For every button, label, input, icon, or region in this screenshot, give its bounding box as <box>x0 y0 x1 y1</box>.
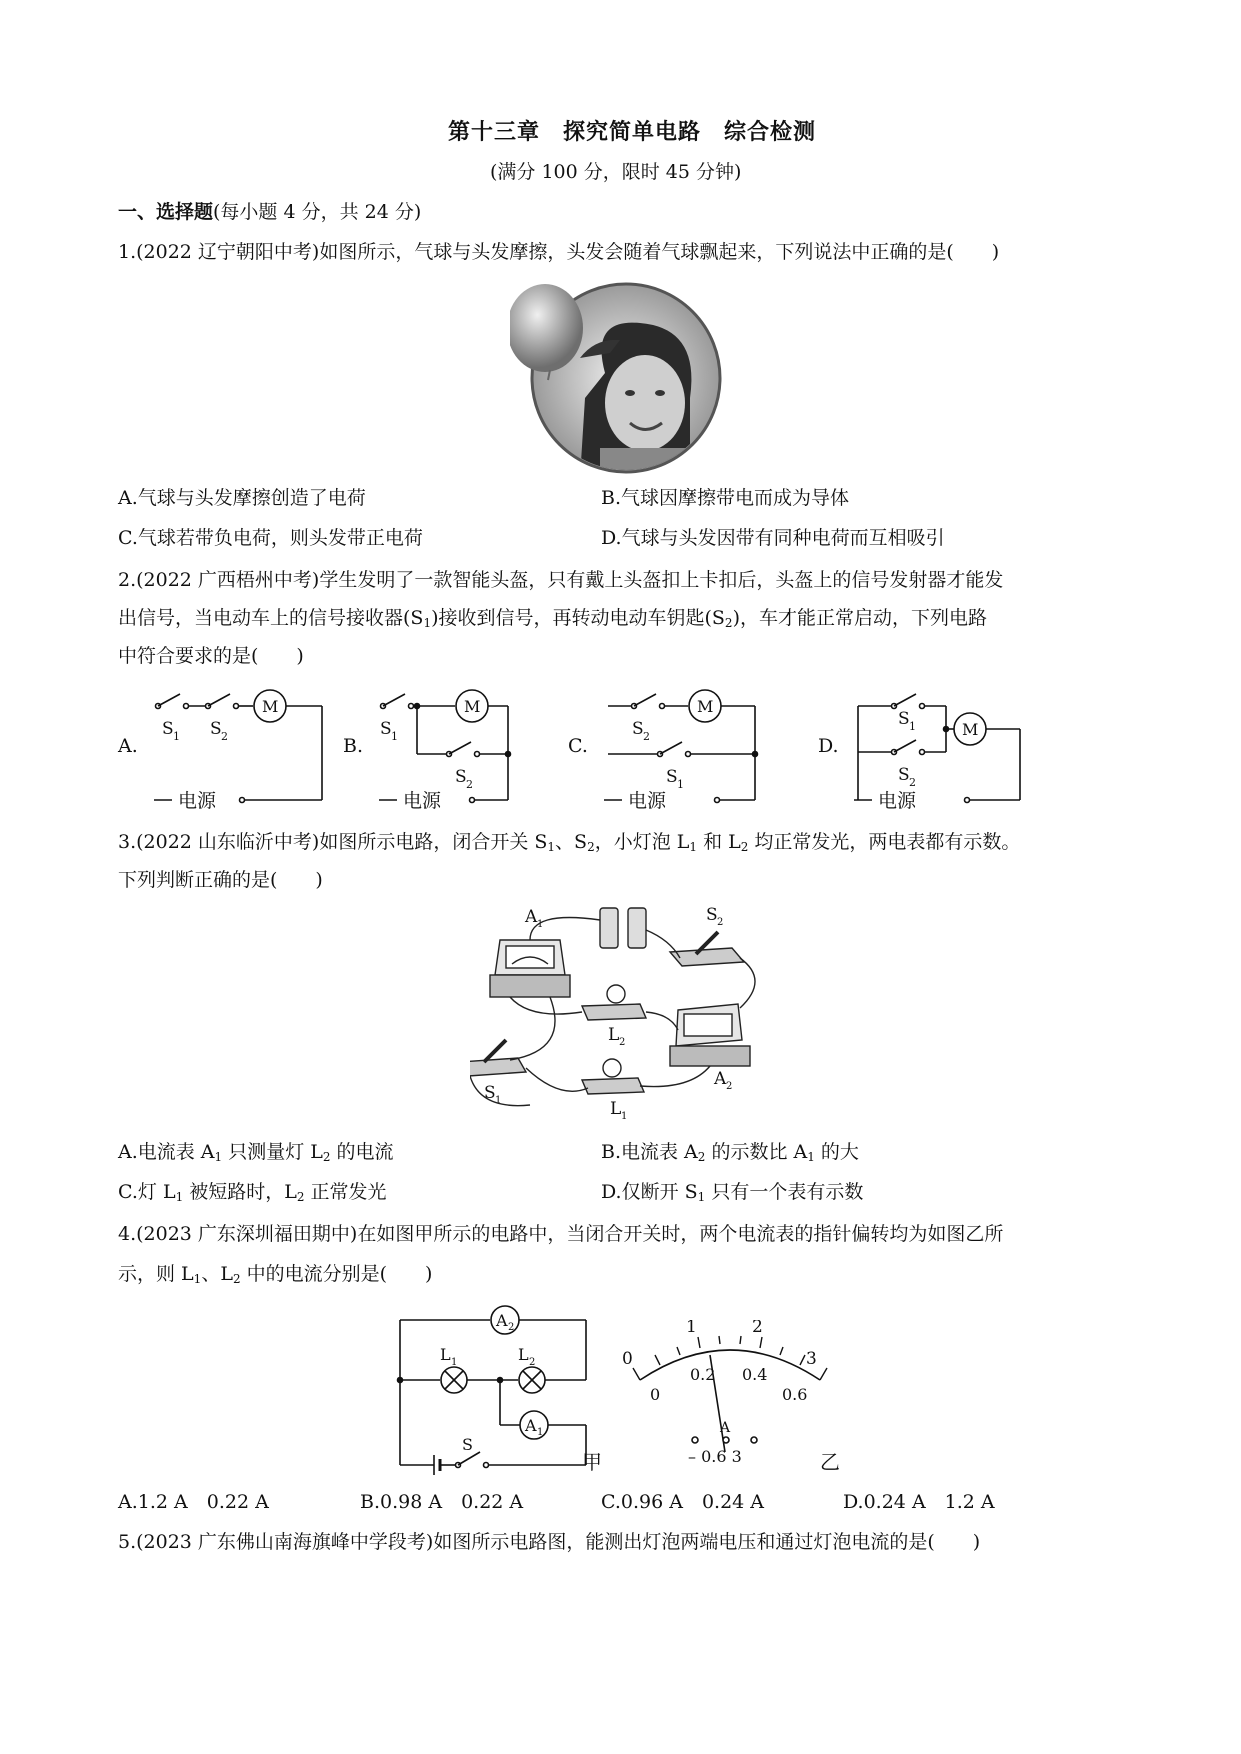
q3-opt-text: 被短路时，L <box>183 1181 297 1203</box>
q4-a2-sub: 2 <box>508 1322 515 1333</box>
a1-label: A <box>525 907 538 927</box>
q2-circuit-options <box>110 680 1110 810</box>
q3-sub: 1 <box>807 1150 815 1164</box>
scale-top-0: 0 <box>622 1349 633 1369</box>
q1-option-d: D.气球与头发因带有同种电荷而互相吸引 <box>601 527 945 549</box>
question-2-stem-line1: 2.(2022 广西梧州中考)学生发明了一款智能头盔，只有戴上头盔扣上卡扣后，头盔上的信号发射器才能发 <box>118 569 1004 591</box>
motor-label: M <box>697 697 714 716</box>
section-heading <box>118 200 421 224</box>
scale-top-3: 3 <box>806 1349 817 1369</box>
scale-bottom-1: 0.2 <box>690 1365 716 1384</box>
q4-text-a: 示，则 L <box>118 1263 194 1285</box>
l1-label: L <box>610 1099 622 1119</box>
question-5-stem: 5.(2023 广东佛山南海旗峰中学段考)如图所示电路图，能测出灯泡两端电压和通过灯泡电流的是( ) <box>118 1531 981 1553</box>
q3-option-c <box>118 1180 387 1204</box>
q4-option-b: B.0.98 A 0.22 A <box>360 1491 524 1513</box>
q4-circuit-jia <box>390 1300 630 1475</box>
l1-sub: 1 <box>621 1111 628 1122</box>
switch-s2-label: S <box>455 767 467 787</box>
switch-s1-sub: 1 <box>677 778 684 791</box>
q3-sub: 1 <box>697 1190 706 1204</box>
balloon-hair-photo <box>510 278 730 478</box>
q1-option-b: B.气球因摩擦带电而成为导体 <box>601 487 850 509</box>
q3-opt-text: 的示数比 A <box>705 1141 808 1163</box>
q4-option-c: C.0.96 A 0.24 A <box>601 1491 765 1513</box>
question-4-stem-line1: 4.(2023 广东深圳福田期中)在如图甲所示的电路中，当闭合开关时，两个电流表的指针偏转均为如图乙所 <box>118 1223 1004 1245</box>
switch-s1-sub: 1 <box>909 720 916 733</box>
s2-sub: 2 <box>717 917 724 928</box>
power-label: 电源 <box>403 790 442 810</box>
scale-top-2: 2 <box>752 1320 763 1337</box>
circuit-a-diagram <box>117 690 322 810</box>
q4-option-a: A.1.2 A 0.22 A <box>118 1491 269 1513</box>
q3-sub: 1 <box>175 1190 184 1204</box>
section-note: (每小题 4 分，共 24 分) <box>213 201 422 223</box>
scale-bottom-3: 0.6 <box>782 1385 808 1404</box>
scale-bottom-0: 0 <box>650 1385 661 1404</box>
switch-s2-label: S <box>210 719 222 739</box>
motor-label: M <box>464 697 481 716</box>
q4-a2-label: A <box>496 1311 508 1330</box>
q4-switch-label: S <box>462 1435 473 1454</box>
q3-opt-text: 的大 <box>814 1141 859 1163</box>
q3-opt-text: D.仅断开 S <box>601 1181 698 1203</box>
q4-a1-sub: 1 <box>537 1427 544 1438</box>
q3-sub: 2 <box>322 1150 331 1164</box>
q3-text-b: 、S <box>555 831 588 853</box>
q3-sub: 2 <box>296 1190 305 1204</box>
circuit-a-label: A. <box>118 735 138 757</box>
q3-sub: 1 <box>689 840 698 854</box>
switch-s2-label: S <box>632 719 644 739</box>
a1-sub: 1 <box>537 919 544 930</box>
q4-text-b: 、L <box>201 1263 233 1285</box>
q4-option-d: D.0.24 A 1.2 A <box>843 1491 995 1513</box>
circuit-d-label: D. <box>818 735 839 757</box>
a2-label: A <box>714 1069 727 1089</box>
s1-label: S <box>484 1083 496 1103</box>
q3-opt-text: 的电流 <box>330 1141 394 1163</box>
q3-opt-text: 只测量灯 L <box>222 1141 323 1163</box>
q4-sub: 2 <box>232 1272 241 1286</box>
q3-option-b <box>601 1140 859 1164</box>
q3-opt-text: C.灯 L <box>118 1181 176 1203</box>
q4-a1-label: A <box>525 1416 537 1435</box>
ammeter-a2 <box>670 1004 750 1092</box>
circuit-c-label: C. <box>568 735 588 757</box>
page-title: 第十三章 探究简单电路 综合检测 <box>448 119 817 145</box>
q1-option-c: C.气球若带负电荷，则头发带正电荷 <box>118 527 423 549</box>
switch-s2 <box>670 905 744 966</box>
power-label: 电源 <box>628 790 667 810</box>
q4-ammeter-yi <box>620 1320 840 1470</box>
q4-l1-label: L <box>440 1345 451 1364</box>
section-title: 一、选择题 <box>118 201 214 223</box>
switch-s1-label: S <box>898 709 910 729</box>
switch-s1-label: S <box>162 719 174 739</box>
switch-s1-label: S <box>666 767 678 787</box>
circuit-d-diagram <box>818 694 1020 810</box>
switch-s1-sub: 1 <box>173 730 180 743</box>
battery-pack <box>600 908 646 948</box>
q3-opt-text: 正常发光 <box>304 1181 387 1203</box>
page-subtitle: (满分 100 分，限时 45 分钟) <box>490 161 742 183</box>
switch-s1 <box>470 1040 526 1106</box>
scale-top-1: 1 <box>686 1320 697 1337</box>
q3-opt-text: A.电流表 A <box>118 1141 215 1163</box>
q2-text-a: 出信号，当电动车上的信号接收器(S <box>118 607 424 629</box>
q4-l1-sub: 1 <box>451 1357 458 1368</box>
q3-opt-text: 只有一个表有示数 <box>705 1181 864 1203</box>
q3-sub: 2 <box>587 840 595 854</box>
circuit-c-diagram <box>568 690 758 810</box>
switch-s2-sub: 2 <box>466 778 473 791</box>
s1-sub: 1 <box>495 1095 502 1106</box>
q4-text-c: 中的电流分别是( ) <box>240 1263 433 1285</box>
s2-label: S <box>706 905 718 925</box>
meter-terminals: – 0.6 3 <box>688 1447 742 1466</box>
q2-sub-1: 1 <box>423 616 432 630</box>
question-2-stem-line3: 中符合要求的是( ) <box>118 645 304 667</box>
q3-sub: 1 <box>547 840 556 854</box>
q3-sub: 2 <box>697 1150 706 1164</box>
q4-l2-sub: 2 <box>529 1357 536 1368</box>
circuit-b-diagram <box>343 690 511 810</box>
q3-text-c: ，小灯泡 L <box>594 831 690 853</box>
l2-label: L <box>608 1025 620 1045</box>
switch-s2-sub: 2 <box>221 730 228 743</box>
l2-sub: 2 <box>619 1037 626 1048</box>
meter-unit: A <box>720 1420 731 1436</box>
question-2-stem-line2 <box>118 606 987 630</box>
q4-sub: 1 <box>193 1272 202 1286</box>
a2-sub: 2 <box>726 1081 733 1092</box>
q3-text-a: 3.(2022 山东临沂中考)如图所示电路，闭合开关 S <box>118 831 548 853</box>
figure-yi-label: 乙 <box>820 1450 840 1474</box>
motor-label: M <box>262 697 279 716</box>
q2-text-b: )接收到信号，再转动电动车钥匙(S <box>431 607 725 629</box>
question-3-stem-line2: 下列判断正确的是( ) <box>118 869 323 891</box>
q2-sub-2: 2 <box>724 616 733 630</box>
q3-option-a <box>118 1140 394 1164</box>
switch-s2-sub: 2 <box>909 776 916 789</box>
question-3-stem-line1 <box>118 830 1020 854</box>
ammeter-a1 <box>490 907 570 997</box>
q1-option-a: A.气球与头发摩擦创造了电荷 <box>118 487 366 509</box>
switch-s1-label: S <box>380 719 392 739</box>
switch-s2-sub: 2 <box>643 730 650 743</box>
power-label: 电源 <box>878 790 917 810</box>
scale-bottom-2: 0.4 <box>742 1365 768 1384</box>
power-label: 电源 <box>178 790 217 810</box>
q3-option-d <box>601 1180 863 1204</box>
q4-l2-label: L <box>518 1345 529 1364</box>
question-1-stem: 1.(2022 辽宁朝阳中考)如图所示，气球与头发摩擦，头发会随着气球飘起来，下列说法中正确的是( ) <box>118 241 1000 263</box>
q3-text-d: 和 L <box>697 831 741 853</box>
q3-opt-text: B.电流表 A <box>601 1141 698 1163</box>
figure-jia-label: 甲 <box>582 1450 602 1474</box>
q3-text-e: 均正常发光，两电表都有示数。 <box>748 831 1021 853</box>
q3-physical-circuit <box>470 900 770 1125</box>
q3-sub: 2 <box>740 840 749 854</box>
question-4-stem-line2 <box>118 1262 432 1286</box>
circuit-b-label: B. <box>343 735 364 757</box>
q2-text-c: )，车才能正常启动，下列电路 <box>732 607 987 629</box>
lamp-l1 <box>582 1059 644 1122</box>
motor-label: M <box>962 720 979 739</box>
q3-sub: 1 <box>214 1150 223 1164</box>
switch-s1-sub: 1 <box>391 730 398 743</box>
lamp-l2 <box>582 985 646 1048</box>
switch-s2-label: S <box>898 765 910 785</box>
